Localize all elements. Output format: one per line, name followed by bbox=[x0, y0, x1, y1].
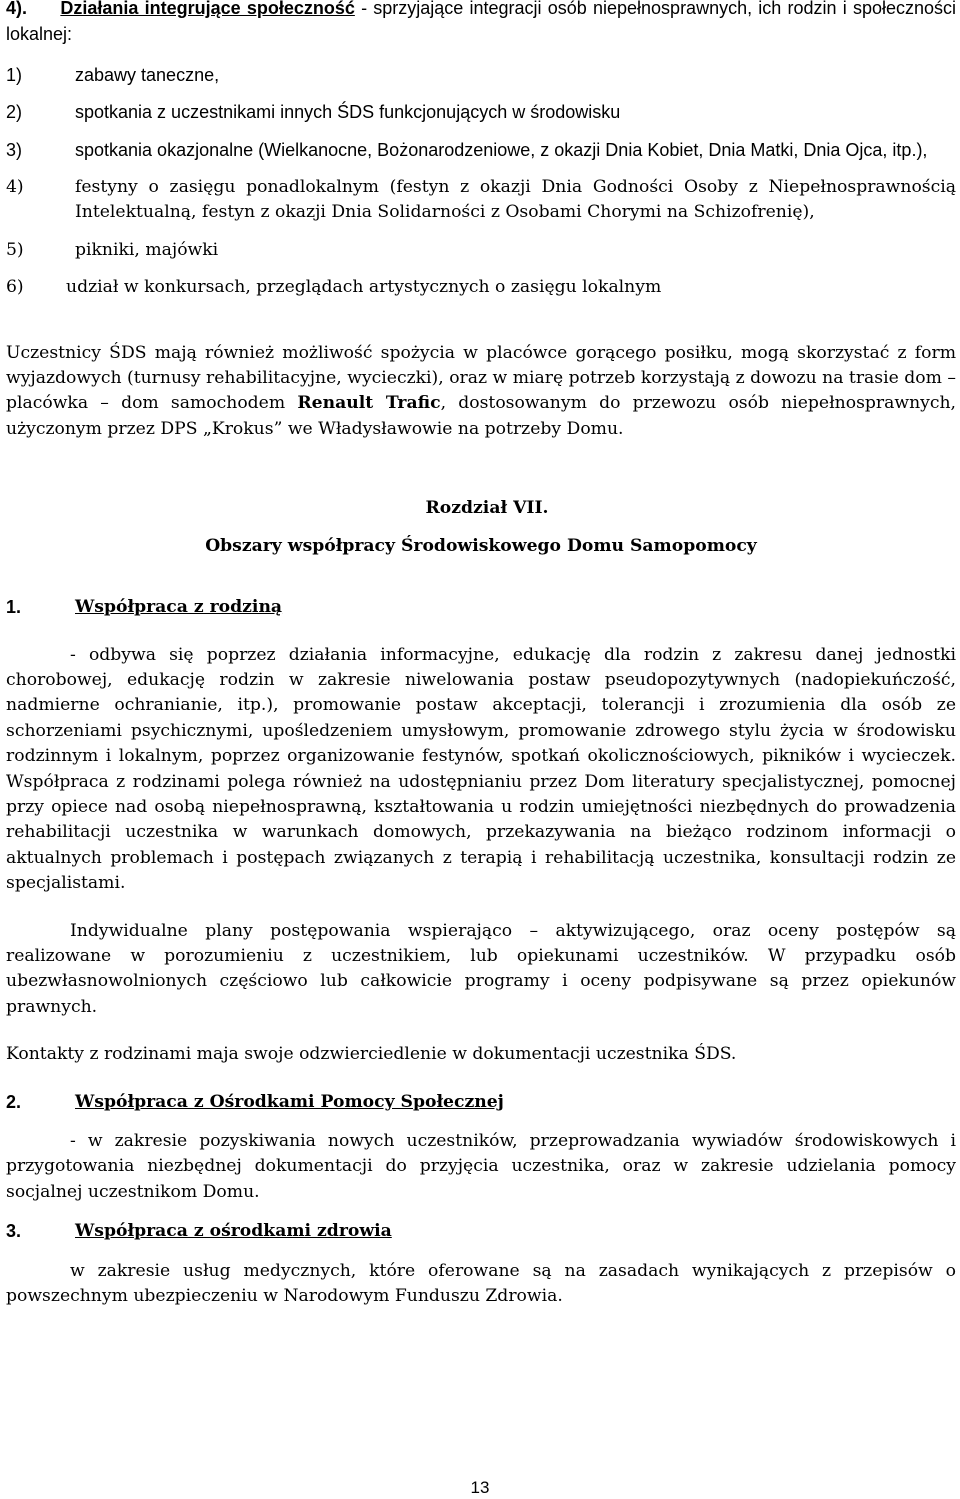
chapter-title: Obszary współpracy Środowiskowego Domu Samopomocy bbox=[205, 535, 757, 556]
section-3-title: Współpraca z ośrodkami zdrowia bbox=[75, 1221, 392, 1242]
section-4-description: - sprzyjające integracji osób niepełnosprawnych, ich rodzin i społeczności lokalnej: bbox=[6, 0, 956, 45]
chapter-number: Rozdział VII. bbox=[425, 498, 549, 519]
list-item-text: pikniki, majówki bbox=[75, 239, 219, 260]
section-1-heading bbox=[6, 595, 956, 620]
list-item bbox=[6, 100, 956, 125]
section-2-number: 2. bbox=[6, 1091, 22, 1112]
section-3-number: 3. bbox=[6, 1221, 22, 1242]
chapter-heading bbox=[6, 496, 956, 559]
section-4-title: Działania integrujące społeczność bbox=[60, 0, 355, 18]
section-2-heading bbox=[6, 1090, 956, 1115]
list-item-number: 1) bbox=[6, 64, 23, 85]
activities-list bbox=[6, 63, 956, 301]
list-item-number: 4) bbox=[6, 177, 24, 198]
transport-text-after: , dostosowanym do przewozu osób niepełnosprawnych, użyczonym przez DPS „Krokus” we Władysławowie na potrzeby Domu. bbox=[6, 393, 957, 439]
list-item-number: 6) bbox=[6, 277, 24, 298]
list-item-text: udział w konkursach, przeglądach artystycznych o zasięgu lokalnym bbox=[66, 277, 662, 298]
list-item-text: spotkania okazjonalne (Wielkanocne, Bożonarodzeniowe, z okazji Dnia Kobiet, Dnia Matki, Dnia Ojca, itp.), bbox=[75, 139, 928, 160]
section-1-title: Współpraca z rodziną bbox=[75, 597, 283, 618]
list-item bbox=[6, 275, 956, 300]
list-item-number: 2) bbox=[6, 102, 23, 123]
section-1-number: 1. bbox=[6, 597, 22, 618]
list-item-number: 3) bbox=[6, 139, 23, 160]
individual-plans-paragraph: Indywidualne plany postępowania wspierająco – aktywizującego, oraz oceny postępów są realizowane w porozumieniu z uczestnikiem, lub opiekunami uczestników. W przypadku osób ubezwłasnowolnionych częściowo lub całkowicie programy i oceny podpisywane są przez opiekunów prawnych. bbox=[6, 920, 956, 1017]
social-welfare-paragraph: - w zakresie pozyskiwania nowych uczestników, przeprowadzania wywiadów środowiskowych i przygotowania niezbędnej dokumentacji do przyjęcia uczestnika, oraz w zakresie udzielania pomocy socjalnej uczestnikom Domu. bbox=[6, 1131, 956, 1202]
list-item bbox=[6, 175, 956, 226]
family-cooperation-paragraph: - odbywa się poprzez działania informacyjne, edukację dla rodzin z zakresu danej jednostki chorobowej, edukację rodzin w zakresie niwelowania postaw pseudopozytywnych (nadopiekuńczość, nadmierne ochranianie, itp.), promowanie postaw akceptacji, tolerancji i zrozumienia dla osób ze schorzeniami psychicznymi, upośledzeniem umysłowym, promowanie zdrowego stylu życia w środowisku rodzinnym i lokalnym, poprzez organizowanie festynów, spotkań okolicznościowych, pikników i wycieczek. Współpraca z rodzinami polega również na udostępnianiu przez Dom literatury specjalistycznej, pomocnej przy opiece nad osobą niepełnosprawną, kształtowania u rodzin umiejętności niezbędnych do prowadzenia rehabilitacji uczestnika w warunkach domowych, przekazywania na bieżąco rodzinom informacji o aktualnych problemach i postępach związanych z terapią i rehabilitacją uczestnika, konsultacji rodzin ze specjalistami. bbox=[6, 644, 956, 894]
list-item bbox=[6, 63, 956, 88]
page-number: 13 bbox=[470, 1478, 490, 1497]
transport-text-before: Uczestnicy ŚDS mają również możliwość spożycia w placówce gorącego posiłku, mogą skorzystać z form wyjazdowych (turnusy rehabilitacyjne, wycieczki), oraz w miarę potrzeb korzystają z dowozu na trasie dom – placówka – dom samochodem bbox=[6, 342, 956, 414]
list-item-number: 5) bbox=[6, 239, 24, 260]
list-item bbox=[6, 138, 956, 163]
section-4-heading bbox=[6, 0, 956, 49]
section-4-number: 4). bbox=[6, 0, 28, 18]
section-3-heading bbox=[6, 1219, 956, 1244]
list-item-text: spotkania z uczestnikami innych ŚDS funkcjonujących w środowisku bbox=[75, 102, 621, 123]
family-contacts-paragraph: Kontakty z rodzinami maja swoje odzwierciedlenie w dokumentacji uczestnika ŚDS. bbox=[6, 1044, 737, 1065]
document-page bbox=[6, 0, 956, 1309]
vehicle-name: Renault Trafic bbox=[297, 393, 441, 414]
list-item bbox=[6, 238, 956, 263]
list-item-text: zabawy taneczne, bbox=[75, 64, 220, 85]
health-centers-paragraph: w zakresie usług medycznych, które oferowane są na zasadach wynikających z przepisów o powszechnym ubezpieczeniu w Narodowym Funduszu Zdrowia. bbox=[6, 1260, 956, 1307]
list-item-text: festyny o zasięgu ponadlokalnym (festyn z okazji Dnia Godności Osoby z Niepełnosprawnością Intelektualną, festyn z okazji Dnia Solidarności z Osobami Chorymi na Schizofrenię), bbox=[75, 177, 956, 223]
section-2-title: Współpraca z Ośrodkami Pomocy Społecznej bbox=[75, 1091, 504, 1112]
transport-paragraph bbox=[6, 341, 956, 443]
